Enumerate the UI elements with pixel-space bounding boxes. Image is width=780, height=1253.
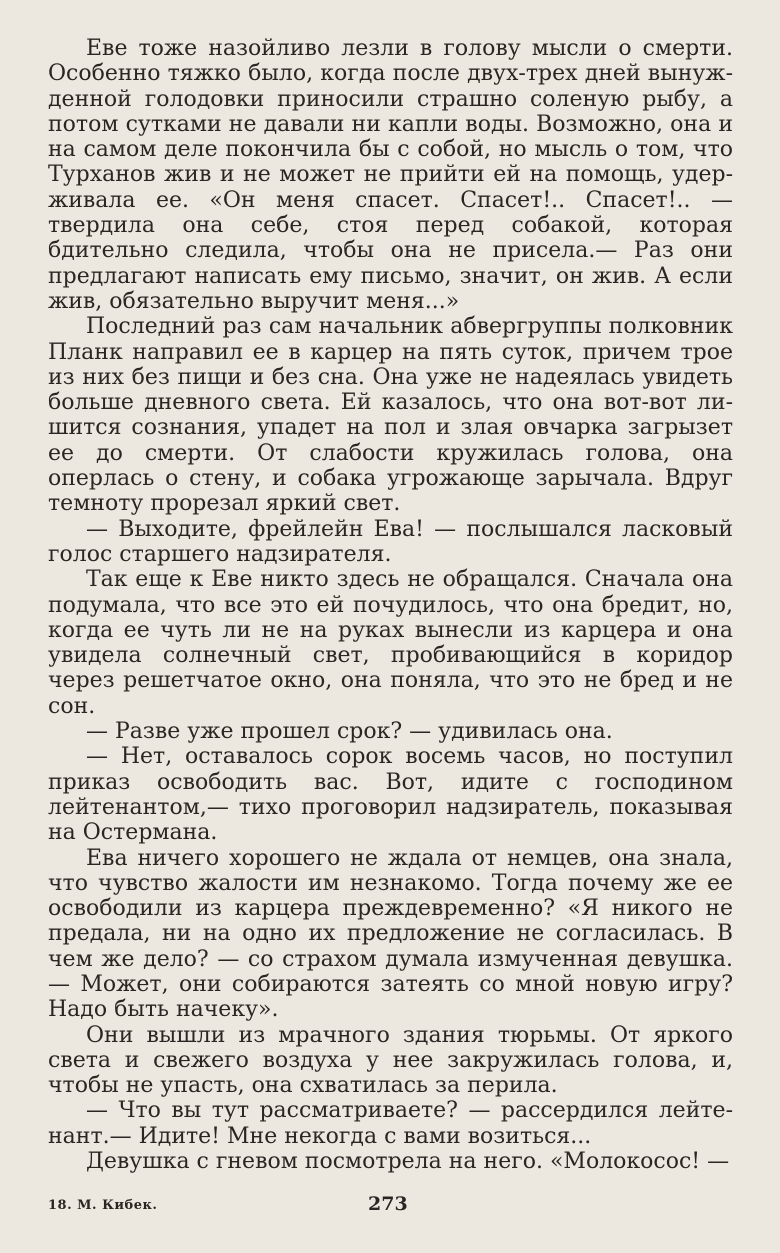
body-text: [48, 36, 733, 1174]
printer-signature: 18. М. Кибек.: [48, 1198, 158, 1213]
paragraph-7: Ева ничего хорошего не ждала от немцев, она знала, что чувство жалости им незнакомо. Тогда почему же ее освободили из карцера преждевременно? «Я никого не предала, ни на одно их предложение не согласилась. В чем же дело? — со страхом думала измученная девушка.— Может, они собираются затеять со мной новую игру? Надо быть начеку».: [48, 845, 733, 1023]
paragraph-3: — Выходите, фрейлейн Ева! — послышался ласковый голос старшего надзирателя.: [48, 516, 733, 567]
paragraph-1: Еве тоже назойливо лезли в голову мысли о смерти. Особенно тяжко было, когда после двух-трех дней вынужденной голодовки приносили страшно соленую рыбу, а потом сутками не давали ни капли воды. Возможно, она и на самом деле покончила бы с собой, но мысль о том, что Турханов жив и не может не прийти ей на помощь, удерживала ее. «Он меня спасет. Спасет!.. Спасет!.. — твердила она себе, стоя перед собакой, которая бдительно следила, чтобы она не присела.— Раз они предлагают написать ему письмо, значит, он жив. А если жив, обязательно выручит меня...»: [48, 36, 733, 314]
paragraph-8: Они вышли из мрачного здания тюрьмы. От яркого света и свежего воздуха у нее закружилась голова, и, чтобы не упасть, она схватилась за перила.: [48, 1022, 733, 1099]
paragraph-6: — Нет, оставалось сорок восемь часов, но поступил приказ освободить вас. Вот, идите с господином лейтенантом,— тихо проговорил надзиратель, показывая на Остермана.: [48, 744, 733, 846]
page-footer: [48, 1193, 733, 1217]
paragraph-2: Последний раз сам начальник абвергруппы полковник Планк направил ее в карцер на пять суток, причем трое из них без пищи и без сна. Она уже не надеялась увидеть больше дневного света. Ей казалось, что она вот-вот лишится сознания, упадет на пол и злая овчарка загрызет ее до смерти. От слабости кружилась голова, она оперлась о стену, и собака угрожающе зарычала. Вдруг темноту прорезал яркий свет.: [48, 314, 733, 517]
paragraph-4: Так еще к Еве никто здесь не обращался. Сначала она подумала, что все это ей почудилось, что она бредит, но, когда ее чуть ли не на руках вынесли из карцера и она увидела солнечный свет, пробивающийся в коридор через решетчатое окно, она поняла, что это не бред и не сон.: [48, 567, 733, 719]
paragraph-10: Девушка с гневом посмотрела на него. «Молокосос! —: [86, 1149, 730, 1175]
paragraph-5: — Разве уже прошел срок? — удивилась она.: [86, 719, 613, 745]
page-number: 273: [368, 1193, 408, 1215]
paragraph-9: — Что вы тут рассматриваете? — рассердился лейтенант.— Идите! Мне некогда с вами возиться...: [48, 1098, 733, 1149]
